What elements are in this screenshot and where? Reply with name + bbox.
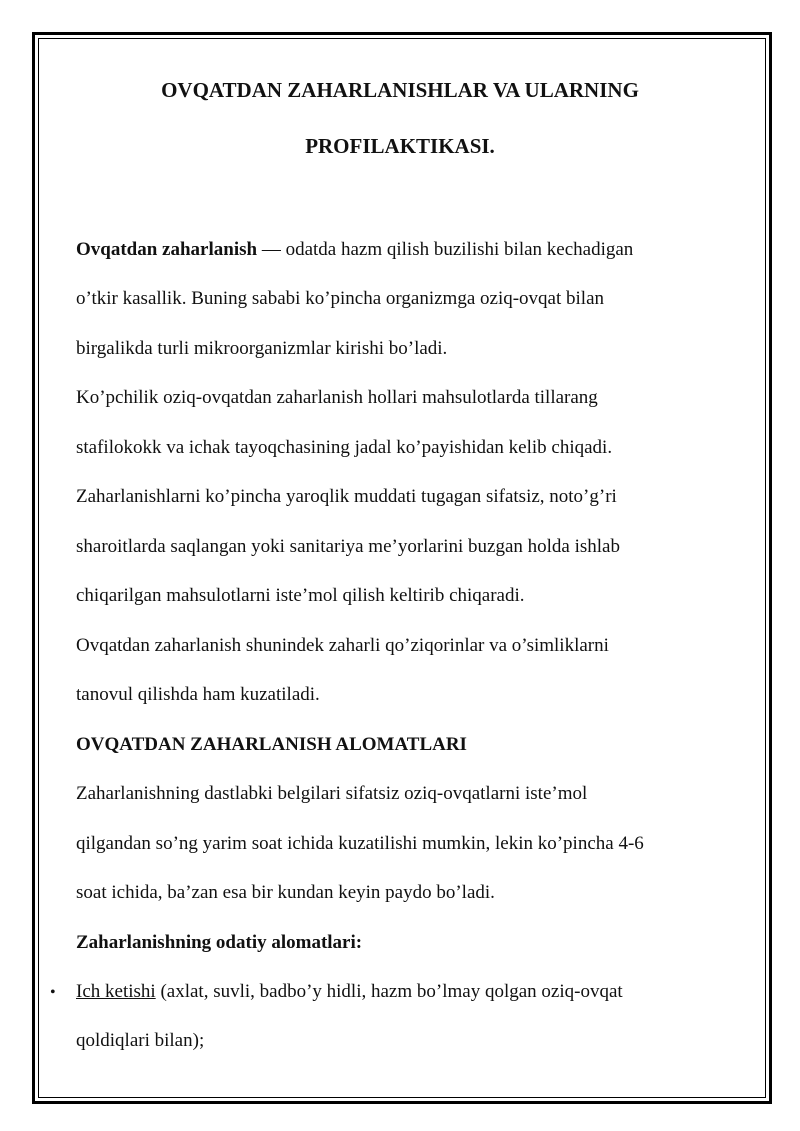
para2-line-5: chiqarilgan mahsulotlarni iste’mol qilish keltirib chiqaradi.	[76, 585, 525, 606]
para1-line-1	[76, 238, 633, 262]
para3-line-2: tanovul qilishda ham kuzatiladi.	[76, 684, 320, 705]
para2-line-4: sharoitlarda saqlangan yoki sanitariya me’yorlarini buzgan holda ishlab	[76, 536, 620, 557]
para4-line-1: Zaharlanishning dastlabki belgilari sifatsiz oziq-ovqatlarni iste’mol	[76, 783, 588, 804]
bullet-icon: •	[50, 984, 56, 1001]
para1-line-1-text: — odatda hazm qilish buzilishi bilan kechadigan	[257, 239, 634, 260]
para4-line-3: soat ichida, ba’zan esa bir kundan keyin paydo bo’ladi.	[76, 882, 495, 903]
para1-line-3: birgalikda turli mikroorganizmlar kirishi bo’ladi.	[76, 338, 448, 359]
term-ovqatdan-zaharlanish: Ovqatdan zaharlanish	[76, 239, 258, 260]
subheading-odatiy-alomatlari: Zaharlanishning odatiy alomatlari:	[76, 932, 363, 953]
para2-line-1: Ko’pchilik oziq-ovqatdan zaharlanish hollari mahsulotlarda tillarang	[76, 387, 598, 408]
para2-line-3: Zaharlanishlarni ko’pincha yaroqlik muddati tugagan sifatsiz, noto’g’ri	[76, 486, 617, 507]
para1-line-2: o’tkir kasallik. Buning sababi ko’pincha organizmga oziq-ovqat bilan	[76, 288, 605, 309]
document-title-line-1: OVQATDAN ZAHARLANISHLAR VA ULARNING	[161, 78, 639, 102]
section-heading-alomatlari: OVQATDAN ZAHARLANISH ALOMATLARI	[76, 734, 467, 755]
para4-line-2: qilgandan so’ng yarim soat ichida kuzatilishi mumkin, lekin ko’pincha 4-6	[76, 833, 644, 854]
bullet1-line-2: qoldiqlari bilan);	[76, 1030, 205, 1051]
term-ich-ketishi: Ich ketishi	[76, 981, 156, 1002]
bullet1-line-1-text: (axlat, suvli, badbo’y hidli, hazm bo’lmay qolgan oziq-ovqat	[155, 981, 623, 1002]
document-title-line-2: PROFILAKTIKASI.	[305, 134, 495, 158]
para2-line-2: stafilokokk va ichak tayoqchasining jadal ko’payishidan kelib chiqadi.	[76, 437, 613, 458]
bullet1-line-1	[76, 980, 623, 1004]
para3-line-1: Ovqatdan zaharlanish shunindek zaharli qo’ziqorinlar va o’simliklarni	[76, 635, 609, 656]
